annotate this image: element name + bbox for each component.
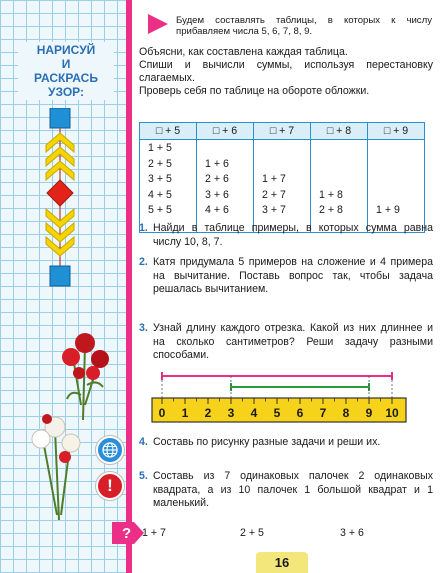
table-cell (319, 158, 367, 174)
globe-icon (96, 436, 124, 464)
pattern-blue-square-top (50, 108, 70, 128)
table-header-cell: □ + 6 (197, 123, 254, 140)
pattern-red-diamond (47, 180, 73, 206)
ruler-svg (150, 370, 410, 428)
question-marker-icon (112, 522, 144, 544)
table-header-row (140, 123, 425, 140)
table-cell: 2 + 8 (319, 204, 343, 216)
table-cell: 1 + 5 (148, 142, 172, 154)
table-header-cell: □ + 9 (368, 123, 425, 140)
sums-table (139, 122, 425, 233)
bottom-example: 1 + 7 (142, 527, 166, 539)
table-cell (376, 142, 424, 158)
table-cell (319, 173, 367, 189)
sidebar-title (18, 42, 114, 100)
table-column (311, 140, 368, 233)
task-item (139, 322, 433, 361)
table-cell (319, 142, 367, 158)
ruler-tick-label: 4 (250, 406, 258, 420)
bottom-example: 2 + 5 (240, 527, 264, 539)
ruler-tick-label: 8 (342, 406, 350, 420)
task-text: Узнай длину каждого отрезка. Какой из них длиннее и на сколько сантиметров? Реши задачу разными способами. (153, 322, 433, 361)
table-cell (262, 142, 310, 158)
task-item (139, 436, 433, 450)
task-text: Катя придумала 5 примеров на сложение и 4 примера на вычитание. Поставь вопрос так, чтобы задача решалась вычитанием. (153, 256, 433, 295)
table-cell: 1 + 7 (262, 173, 286, 185)
ruler-tick-label: 5 (273, 406, 281, 420)
intro-pointer-icon (148, 14, 168, 34)
table-column (368, 140, 425, 233)
table-cell: 3 + 5 (148, 173, 172, 185)
task-number: 3. (139, 322, 148, 334)
task-text: Найди в таблице примеры, в которых сумма равна числу 10, 8, 7. (153, 222, 433, 248)
task-number: 2. (139, 256, 148, 268)
table-cell: 1 + 9 (376, 204, 400, 216)
table-cell: 4 + 6 (205, 204, 229, 216)
task-number: 5. (139, 470, 148, 482)
table-cell: 1 + 6 (205, 157, 229, 170)
sidebar-title-line: НАРИСУЙ (36, 43, 96, 57)
table-column (254, 140, 311, 233)
ruler-tick-label: 3 (227, 406, 235, 420)
question-glyph: ? (122, 525, 132, 542)
task-item (139, 256, 433, 295)
task-text: Составь по рисунку разные задачи и реши их. (153, 436, 381, 448)
task-text: Составь из 7 одинаковых палочек 2 одинаковых квадрата, а из 10 палочек 1 большой квадрат и 1 маленький. (153, 470, 433, 509)
instruction-paragraph (139, 46, 433, 98)
ruler-tick-label: 0 (158, 406, 166, 420)
pattern-blue-square-bottom (50, 266, 70, 286)
task-number: 4. (139, 436, 148, 448)
ruler-tick-label: 10 (385, 406, 399, 420)
table-cell (205, 142, 253, 158)
task-item (139, 222, 433, 248)
sidebar-title-line: И (61, 57, 71, 71)
ornament-pattern (40, 108, 80, 298)
exclamation-glyph: ! (107, 476, 113, 495)
instruction-line: Проверь себя по таблице на обороте обложки. (139, 85, 370, 97)
ruler-tick-label: 6 (296, 406, 304, 420)
table-cell: 4 + 5 (148, 188, 172, 201)
table-cell (376, 158, 424, 174)
table-cell (376, 189, 424, 205)
white-flowers-illustration (25, 405, 85, 525)
ruler-tick-label: 2 (204, 406, 212, 420)
table-header-cell: □ + 7 (254, 123, 311, 140)
table-cell (262, 158, 310, 174)
sidebar-title-line: РАСКРАСЬ (34, 71, 98, 85)
table-cell: 2 + 5 (148, 157, 172, 170)
table-cell: 3 + 6 (205, 188, 229, 201)
task-item (139, 470, 433, 509)
sidebar-pink-border (126, 0, 132, 573)
table-cell: 2 + 7 (262, 188, 286, 201)
table-cell: 2 + 6 (205, 173, 229, 185)
exclamation-icon (96, 472, 124, 500)
ruler-tick-label: 9 (365, 406, 373, 420)
table-header-cell: □ + 5 (140, 123, 197, 140)
table-cell: 1 + 8 (319, 188, 343, 201)
sidebar-title-line: УЗОР: (48, 85, 84, 99)
ruler-figure (150, 370, 410, 428)
instruction-line: Спиши и вычисли суммы, используя перестановку слагаемых. (139, 59, 433, 84)
globe-icon-glyph (98, 438, 122, 462)
table-column (140, 140, 197, 233)
intro-note: Будем составлять таблицы, в которых к числу прибавляем числа 5, 6, 7, 8, 9. (176, 15, 432, 37)
table-header-cell: □ + 8 (311, 123, 368, 140)
table-cell: 5 + 5 (148, 204, 172, 216)
ruler-tick-label: 1 (181, 406, 189, 420)
table-cell (376, 173, 424, 189)
table-column (197, 140, 254, 233)
page-number: 16 (256, 552, 308, 573)
table-row (140, 140, 425, 233)
table-cell: 3 + 7 (262, 204, 286, 216)
ruler-tick-label: 7 (319, 406, 327, 420)
bottom-example: 3 + 6 (340, 527, 364, 539)
sidebar-grid (0, 0, 130, 573)
task-number: 1. (139, 222, 148, 234)
instruction-line: Объясни, как составлена каждая таблица. (139, 46, 348, 58)
